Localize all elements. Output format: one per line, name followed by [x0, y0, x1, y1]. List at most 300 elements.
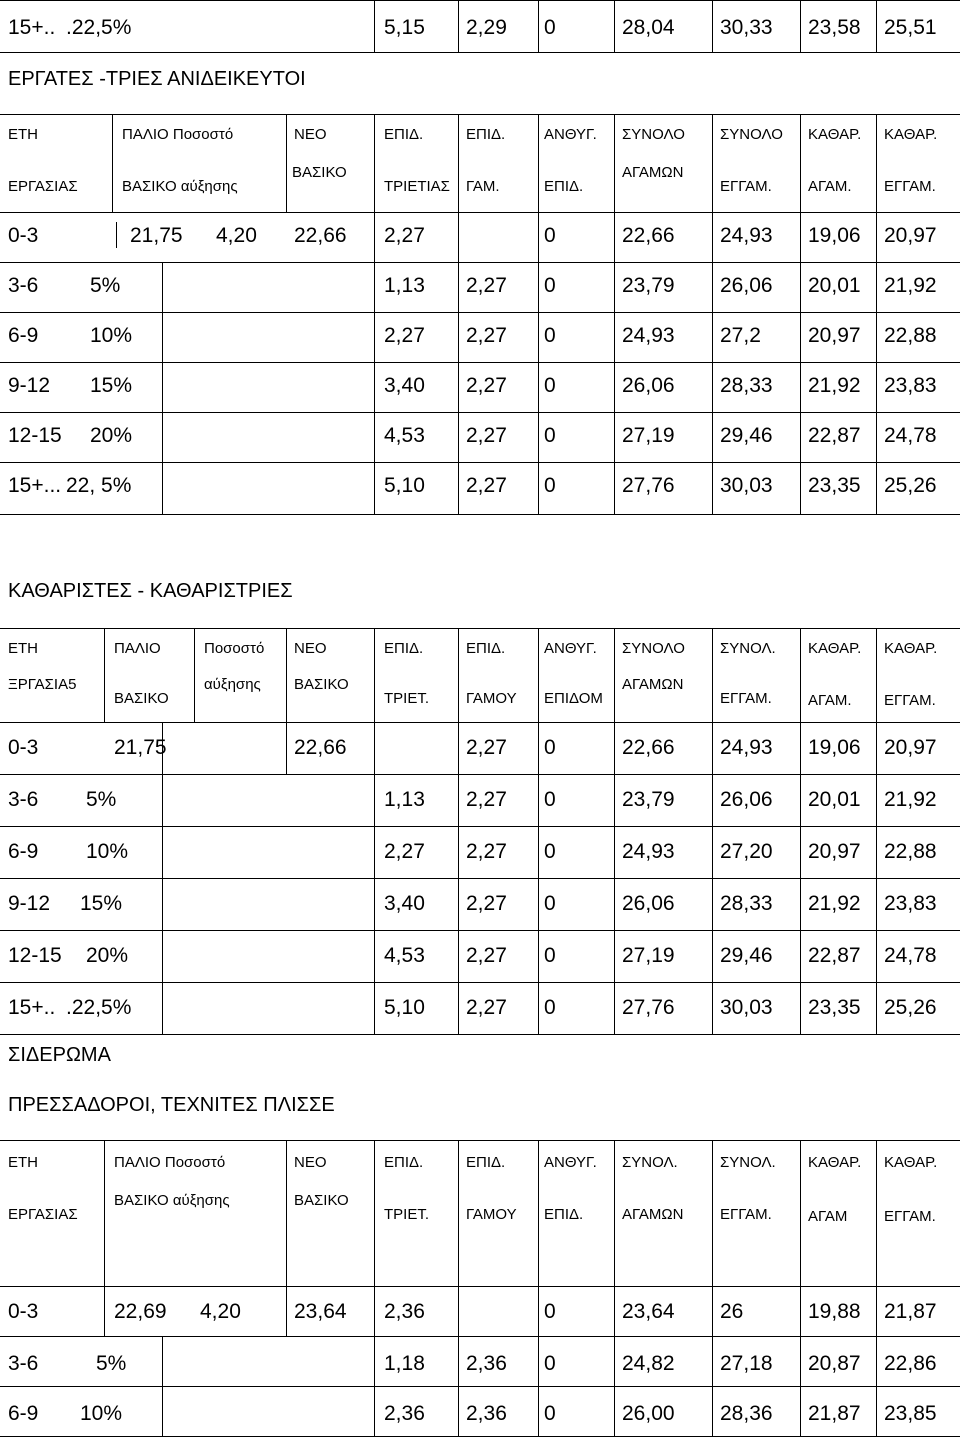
value-cell: 30,03 [720, 474, 773, 497]
s3b0-vline-7 [800, 1286, 801, 1336]
value-cell: 0 [544, 1300, 556, 1323]
s1b-vline-0 [374, 212, 375, 514]
s2-hline-6 [0, 982, 960, 983]
value-cell: 0 [544, 324, 556, 347]
column-header: ΕΠΙΔ. [384, 640, 424, 657]
s1h-vline-3 [458, 114, 459, 212]
value-cell: 23,79 [622, 274, 675, 297]
s1-hline-1 [0, 212, 960, 213]
value-cell: 25,51 [884, 16, 937, 39]
s1-hline-3 [0, 312, 960, 313]
s3h-vline-2 [374, 1140, 375, 1286]
s3-hline-2 [0, 1336, 960, 1337]
age-cell: 6-9 [8, 324, 39, 347]
column-header: ΕΠΙΔ. [384, 1154, 424, 1171]
value-cell: 1,13 [384, 274, 425, 297]
column-header: ΑΓΑΜ [808, 1208, 848, 1225]
value-cell: 23,35 [808, 474, 861, 497]
value-cell: 0 [544, 892, 556, 915]
column-header: ΒΑΣΙΚΟ [294, 1192, 349, 1209]
value-cell: 23,85 [884, 1402, 937, 1425]
s3b0-vline-3 [458, 1286, 459, 1336]
column-header: ΚΑΘΑΡ. [808, 640, 862, 657]
column-header: ΕΤΗ [8, 640, 38, 657]
top-vline-0 [374, 0, 375, 52]
column-header: ΒΑΣΙΚΟ [292, 164, 347, 181]
s2-hline-7 [0, 1034, 960, 1035]
top-vline-6 [876, 0, 877, 52]
column-header: ΕΠΙΔ. [544, 1206, 584, 1223]
value-cell: 28,33 [720, 892, 773, 915]
age-cell: 3-6 [8, 1352, 39, 1375]
s3h-vline-6 [712, 1140, 713, 1286]
age-cell: 6-9 [8, 840, 39, 863]
s2b0-vline-7 [876, 722, 877, 774]
age-cell: 15+... [8, 474, 62, 497]
column-header: ΑΓΑΜΩΝ [622, 676, 684, 693]
age-cell: 6-9 [8, 1402, 39, 1425]
value-cell: 24,78 [884, 424, 937, 447]
age-cell: 0-3 [8, 736, 39, 759]
value-cell: 2,27 [466, 840, 507, 863]
value-cell: 24,82 [622, 1352, 675, 1375]
s2h-vline-7 [712, 628, 713, 722]
column-header: ΕΠΙΔ. [466, 126, 506, 143]
column-header: ΒΑΣΙΚΟ [294, 676, 349, 693]
column-header: ΕΡΓΑΣΙΑΣ [8, 1206, 78, 1223]
value-cell: 2,36 [466, 1352, 507, 1375]
value-cell: 22,66 [294, 224, 347, 247]
s2-hline-4 [0, 878, 960, 879]
column-header: ΕΓΓΑΜ. [720, 178, 772, 195]
value-cell: 20,97 [808, 324, 861, 347]
s3b0-vline-5 [614, 1286, 615, 1336]
s1b-vline-5 [800, 212, 801, 514]
column-header: ΣΥΝΟΛ. [720, 640, 776, 657]
value-cell: 29,46 [720, 424, 773, 447]
value-cell: 19,06 [808, 224, 861, 247]
value-cell: 2,27 [466, 424, 507, 447]
value-cell: 23,83 [884, 374, 937, 397]
column-header: ΕΓΓΑΜ. [884, 692, 936, 709]
value-cell: 4,53 [384, 944, 425, 967]
value-cell: 22,66 [622, 736, 675, 759]
value-cell: 19,06 [808, 736, 861, 759]
value-cell: 5,15 [384, 16, 425, 39]
value-cell: 24,93 [720, 224, 773, 247]
age-cell: 3-6 [8, 788, 39, 811]
top-hline-0 [0, 0, 960, 1]
s3b-vline-5 [800, 1336, 801, 1436]
value-cell: 2,27 [384, 840, 425, 863]
top-vline-1 [458, 0, 459, 52]
s2b0-vline-5 [712, 722, 713, 774]
value-cell: 20,01 [808, 788, 861, 811]
value-cell: 0 [544, 996, 556, 1019]
value-cell: 2,27 [466, 944, 507, 967]
value-cell: 1,13 [384, 788, 425, 811]
s2b-vline-0 [374, 774, 375, 1034]
s3h-vline-5 [614, 1140, 615, 1286]
value-cell: 0 [544, 944, 556, 967]
rate-cell: .22,5% [66, 996, 132, 1019]
column-header: ΕΠΙΔΟΜ [544, 690, 603, 707]
column-header: ΝΕΟ [294, 640, 327, 657]
s3b-vline-4 [712, 1336, 713, 1436]
column-header: ΕΠΙΔ. [466, 640, 506, 657]
value-cell: 0 [544, 224, 556, 247]
s3b-vline-1 [458, 1336, 459, 1436]
rate-cell: 20% [90, 424, 133, 447]
s3b-vline-6 [876, 1336, 877, 1436]
rate-cell: 15% [80, 892, 123, 915]
value-cell: 28,33 [720, 374, 773, 397]
column-header: Ποσοστό [204, 640, 265, 657]
column-header: ΣΥΝΟΛΟ [622, 640, 685, 657]
s2b-vline-2 [538, 774, 539, 1034]
s1h-vline-2 [374, 114, 375, 212]
rate-cell: 20% [86, 944, 129, 967]
column-header: ΝΕΟ [294, 126, 327, 143]
s1h-vline-7 [800, 114, 801, 212]
value-cell: 28,36 [720, 1402, 773, 1425]
s2b0-vline-4 [614, 722, 615, 774]
value-cell: 2,27 [384, 224, 425, 247]
column-header: ΕΤΗ [8, 126, 38, 143]
value-cell: 20,97 [884, 224, 937, 247]
s3-hline-3 [0, 1386, 960, 1387]
s3b0-vline-8 [876, 1286, 877, 1336]
value-cell: 27,2 [720, 324, 761, 347]
rate-cell: 15% [90, 374, 133, 397]
s3h-vline-4 [538, 1140, 539, 1286]
column-header: ΚΑΘΑΡ. [884, 126, 938, 143]
column-header: ΤΡΙΕΤΙΑΣ [384, 178, 450, 195]
rate-cell: 21,75 [130, 224, 183, 247]
value-cell: 2,29 [466, 16, 507, 39]
column-header: ΒΑΣΙΚΟ [114, 690, 169, 707]
column-header: ΕΤΗ [8, 1154, 38, 1171]
rate-cell: 5% [96, 1352, 127, 1375]
s3h-vline-3 [458, 1140, 459, 1286]
s1-bar [116, 222, 117, 248]
value-cell: 0 [544, 1402, 556, 1425]
value-cell: 2,27 [466, 892, 507, 915]
value-cell: 2,27 [466, 996, 507, 1019]
s2h-vline-3 [374, 628, 375, 722]
column-header: ΣΥΝΟΛ. [720, 1154, 776, 1171]
column-header: ΕΡΓΑΣΙΑΣ [8, 178, 78, 195]
s2b-vline-5 [800, 774, 801, 1034]
column-header: αύξησης [204, 676, 261, 693]
s3b-vline-2 [538, 1336, 539, 1436]
column-header: ΣΥΝΟΛΟ [720, 126, 783, 143]
age-cell: 9-12 [8, 892, 51, 915]
rate-cell: 10% [90, 324, 133, 347]
column-header: ΠΑΛΙΟ [114, 640, 161, 657]
value-cell: 27,76 [622, 996, 675, 1019]
s3h-vline-7 [800, 1140, 801, 1286]
column-header: ΝΕΟ [294, 1154, 327, 1171]
age-cell: 15+.. [8, 996, 56, 1019]
value-cell: 20,87 [808, 1352, 861, 1375]
value-cell: 28,04 [622, 16, 675, 39]
column-header: ΠΑΛΙΟ Ποσοστό [114, 1154, 226, 1171]
value-cell: 21,92 [884, 274, 937, 297]
column-header: ΑΝΘΥΓ. [544, 126, 597, 143]
s2b-vline-3 [614, 774, 615, 1034]
value-cell: 0 [544, 1352, 556, 1375]
column-header: ΒΑΣΙΚΟ αύξησης [122, 178, 238, 195]
value-cell: 23,35 [808, 996, 861, 1019]
value-cell: 19,88 [808, 1300, 861, 1323]
column-header: ΕΠΙΔ. [466, 1154, 506, 1171]
section-title: ΕΡΓΑΤΕΣ -ΤΡΙΕΣ ΑΝΙΔΕΙΚΕΥΤΟΙ [8, 68, 306, 90]
column-header: ΠΑΛΙΟ Ποσοστό [122, 126, 234, 143]
value-cell: 23,83 [884, 892, 937, 915]
column-header: ΕΓΓΑΜ. [884, 1208, 936, 1225]
value-cell: 27,20 [720, 840, 773, 863]
value-cell: 3,40 [384, 374, 425, 397]
value-cell: 2,27 [466, 736, 507, 759]
s2b0-vline-3 [538, 722, 539, 774]
value-cell: 25,26 [884, 474, 937, 497]
rate-cell: 22,69 [114, 1300, 167, 1323]
column-header: ΑΓΑΜΩΝ [622, 164, 684, 181]
value-cell: 22,88 [884, 840, 937, 863]
value-cell: 25,26 [884, 996, 937, 1019]
value-cell: 23,64 [622, 1300, 675, 1323]
value-cell: 26,06 [720, 274, 773, 297]
value-cell: 26 [720, 1300, 744, 1323]
value-cell: 23,58 [808, 16, 861, 39]
age-cell: 0-3 [8, 1300, 39, 1323]
age-cell: 12-15 [8, 944, 62, 967]
value-cell: 24,78 [884, 944, 937, 967]
age-cell: 15+.. [8, 16, 56, 39]
s3h-vline-0 [104, 1140, 105, 1286]
s1c-vline-0 [162, 262, 163, 514]
value-cell: 4,53 [384, 424, 425, 447]
column-header: ΣΥΝΟΛ. [622, 1154, 678, 1171]
s1b-vline-6 [876, 212, 877, 514]
column-header: ΓΑΜΟΥ [466, 1206, 517, 1223]
column-header: ΑΓΑΜ. [808, 692, 852, 709]
rate-cell: 4,20 [200, 1300, 241, 1323]
s2b0-vline-1 [374, 722, 375, 774]
value-cell: 5,10 [384, 996, 425, 1019]
age-cell: 3-6 [8, 274, 39, 297]
s3b-vline-3 [614, 1336, 615, 1436]
age-cell: 9-12 [8, 374, 51, 397]
s3h-vline-8 [876, 1140, 877, 1286]
s3b0-vline-6 [712, 1286, 713, 1336]
value-cell: 27,19 [622, 944, 675, 967]
value-cell: 22,87 [808, 424, 861, 447]
rate-cell: .22,5% [66, 16, 132, 39]
top-vline-3 [614, 0, 615, 52]
rate-cell: 10% [86, 840, 129, 863]
value-cell: 22,87 [808, 944, 861, 967]
s1h-vline-6 [712, 114, 713, 212]
s3-hline-1 [0, 1286, 960, 1287]
section-title: ΠΡΕΣΣΑΔΟΡΟΙ, ΤΕΧΝΙΤΕΣ ΠΛΙΣΣΕ [8, 1094, 335, 1116]
rate-cell: 5% [86, 788, 117, 811]
s1b-vline-2 [538, 212, 539, 514]
value-cell: 27,19 [622, 424, 675, 447]
s3b0-vline-0 [104, 1286, 105, 1336]
section-title: ΚΑΘΑΡΙΣΤΕΣ - ΚΑΘΑΡΙΣΤΡΙΕΣ [8, 580, 293, 602]
s1h-vline-1 [286, 114, 287, 212]
s2c-vline-0 [162, 722, 163, 1034]
column-header: ΤΡΙΕΤ. [384, 690, 430, 707]
value-cell: 26,06 [622, 892, 675, 915]
column-header: ΚΑΘΑΡ. [884, 1154, 938, 1171]
value-cell: 26,06 [720, 788, 773, 811]
value-cell: 24,93 [622, 840, 675, 863]
value-cell: 20,97 [808, 840, 861, 863]
s2-hline-1 [0, 722, 960, 723]
value-cell: 0 [544, 424, 556, 447]
value-cell: 0 [544, 16, 556, 39]
value-cell: 22,66 [294, 736, 347, 759]
s2b0-vline-0 [286, 722, 287, 774]
value-cell: 30,03 [720, 996, 773, 1019]
section-title: ΣΙΔΕΡΩΜΑ [8, 1044, 111, 1066]
column-header: ΚΑΘΑΡ. [808, 1154, 862, 1171]
s1b-vline-1 [458, 212, 459, 514]
s2h-vline-5 [538, 628, 539, 722]
value-cell: 1,18 [384, 1352, 425, 1375]
column-header: ΑΓΑΜΩΝ [622, 1206, 684, 1223]
s2b-vline-1 [458, 774, 459, 1034]
value-cell: 2,27 [384, 324, 425, 347]
value-cell: 21,92 [808, 892, 861, 915]
s3-hline-4 [0, 1436, 960, 1437]
value-cell: 0 [544, 788, 556, 811]
s1-hline-6 [0, 462, 960, 463]
column-header: ΕΓΓΑΜ. [884, 178, 936, 195]
value-cell: 2,36 [384, 1402, 425, 1425]
s2h-vline-0 [104, 628, 105, 722]
value-cell: 21,87 [884, 1300, 937, 1323]
s1-hline-2 [0, 262, 960, 263]
s1-hline-4 [0, 362, 960, 363]
value-cell: 0 [544, 474, 556, 497]
value-cell: 26,00 [622, 1402, 675, 1425]
s1b-vline-4 [712, 212, 713, 514]
column-header: ΑΝΘΥΓ. [544, 640, 597, 657]
value-cell: 2,27 [466, 324, 507, 347]
s3b-vline-0 [374, 1336, 375, 1436]
column-header: ΕΠΙΔ. [384, 126, 424, 143]
value-cell: 27,76 [622, 474, 675, 497]
value-cell: 2,27 [466, 474, 507, 497]
value-cell: 24,93 [622, 324, 675, 347]
column-header: ΓΑΜΟΥ [466, 690, 517, 707]
value-cell: 22,86 [884, 1352, 937, 1375]
s2h-vline-8 [800, 628, 801, 722]
age-cell: 0-3 [8, 224, 39, 247]
value-cell: 22,66 [622, 224, 675, 247]
column-header: ΣΥΝΟΛΟ [622, 126, 685, 143]
value-cell: 23,64 [294, 1300, 347, 1323]
s3h-vline-1 [286, 1140, 287, 1286]
value-cell: 2,36 [384, 1300, 425, 1323]
s2h-vline-1 [194, 628, 195, 722]
s2h-vline-4 [458, 628, 459, 722]
s3b0-vline-1 [286, 1286, 287, 1336]
value-cell: 21,92 [884, 788, 937, 811]
top-hline-1 [0, 52, 960, 53]
value-cell: 20,97 [884, 736, 937, 759]
value-cell: 30,33 [720, 16, 773, 39]
column-header: ΓΑΜ. [466, 178, 500, 195]
value-cell: 5,10 [384, 474, 425, 497]
s2-hline-0 [0, 628, 960, 629]
s1-hline-5 [0, 412, 960, 413]
s2b0-vline-6 [800, 722, 801, 774]
s3c-vline-0 [162, 1336, 163, 1436]
s3b0-vline-2 [374, 1286, 375, 1336]
rate-cell: 22, 5% [66, 474, 132, 497]
s2h-vline-9 [876, 628, 877, 722]
column-header: ΑΝΘΥΓ. [544, 1154, 597, 1171]
value-cell: 2,36 [466, 1402, 507, 1425]
s1h-vline-5 [614, 114, 615, 212]
column-header: ΕΓΓΑΜ. [720, 690, 772, 707]
value-cell: 21,92 [808, 374, 861, 397]
s2-hline-3 [0, 826, 960, 827]
s1h-vline-0 [112, 114, 113, 212]
top-vline-2 [538, 0, 539, 52]
s2-hline-5 [0, 930, 960, 931]
rate-cell: 4,20 [216, 224, 257, 247]
s1h-vline-8 [876, 114, 877, 212]
value-cell: 2,27 [466, 788, 507, 811]
age-cell: 12-15 [8, 424, 62, 447]
s2h-vline-6 [614, 628, 615, 722]
value-cell: 0 [544, 274, 556, 297]
s1-hline-7 [0, 514, 960, 515]
value-cell: 26,06 [622, 374, 675, 397]
top-vline-5 [800, 0, 801, 52]
rate-cell: 10% [80, 1402, 123, 1425]
value-cell: 2,27 [466, 374, 507, 397]
s1-hline-0 [0, 114, 960, 115]
column-header: ΒΑΣΙΚΟ αύξησης [114, 1192, 230, 1209]
value-cell: 3,40 [384, 892, 425, 915]
rate-cell: 21,75 [114, 736, 167, 759]
top-vline-4 [712, 0, 713, 52]
s3b0-vline-4 [538, 1286, 539, 1336]
column-header: ΕΓΓΑΜ. [720, 1206, 772, 1223]
s1b-vline-3 [614, 212, 615, 514]
column-header: ΑΓΑΜ. [808, 178, 852, 195]
s2-hline-2 [0, 774, 960, 775]
value-cell: 2,27 [466, 274, 507, 297]
rate-cell: 5% [90, 274, 121, 297]
value-cell: 0 [544, 374, 556, 397]
column-header: ΞΡΓΑΣΙΑ5 [8, 676, 77, 693]
s1h-vline-4 [538, 114, 539, 212]
value-cell: 24,93 [720, 736, 773, 759]
value-cell: 29,46 [720, 944, 773, 967]
value-cell: 22,88 [884, 324, 937, 347]
s2h-vline-2 [286, 628, 287, 722]
s3-hline-0 [0, 1140, 960, 1141]
column-header: ΚΑΘΑΡ. [808, 126, 862, 143]
